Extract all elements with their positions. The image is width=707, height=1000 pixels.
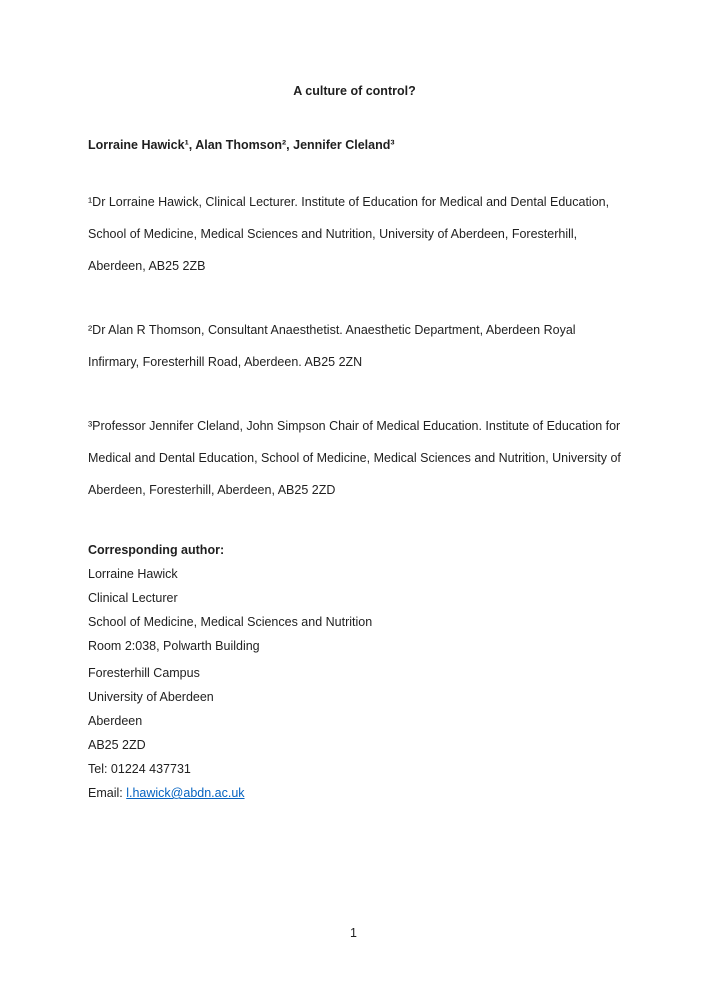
contact-tel-line: Tel: 01224 437731	[88, 762, 191, 776]
corresponding-city: Aberdeen	[88, 714, 143, 728]
corresponding-postcode: AB25 2ZD	[88, 738, 146, 752]
affiliation-1: ¹Dr Lorraine Hawick, Clinical Lecturer. Institute of Education for Medical and Dental Education, School of Medicine, Medical Sciences and Nutrition, University of Aberdeen, Foresterhill, Aberdeen, AB25 2ZB	[88, 195, 610, 273]
page-number: 1	[350, 926, 357, 940]
corresponding-role: Clinical Lecturer	[88, 591, 178, 605]
corresponding-room: Room 2:038, Polwarth Building	[88, 639, 260, 653]
affiliations-block	[88, 186, 621, 506]
corresponding-author-block	[88, 538, 621, 805]
corresponding-author-heading: Corresponding author:	[88, 543, 225, 557]
affiliation-2: ²Dr Alan R Thomson, Consultant Anaesthetist. Anaesthetic Department, Aberdeen Royal Infirmary, Foresterhill Road, Aberdeen. AB25 2ZN	[88, 323, 576, 369]
corresponding-campus: Foresterhill Campus	[88, 666, 200, 680]
contact-email-line	[88, 781, 621, 805]
corresponding-school: School of Medicine, Medical Sciences and Nutrition	[88, 615, 373, 629]
email-label: Email:	[88, 786, 123, 800]
paper-title: A culture of control?	[293, 84, 416, 98]
affiliation-3: ³Professor Jennifer Cleland, John Simpson Chair of Medical Education. Institute of Education for Medical and Dental Education, School of Medicine, Medical Sciences and Nutrition, University of Aberdeen, Foresterhill, Aberdeen, AB25 2ZD	[88, 419, 621, 497]
corresponding-university: University of Aberdeen	[88, 690, 214, 704]
email-link[interactable]: l.hawick@abdn.ac.uk	[126, 786, 245, 800]
authors-line: Lorraine Hawick¹, Alan Thomson², Jennifer Cleland³	[88, 138, 395, 152]
corresponding-name: Lorraine Hawick	[88, 567, 178, 581]
